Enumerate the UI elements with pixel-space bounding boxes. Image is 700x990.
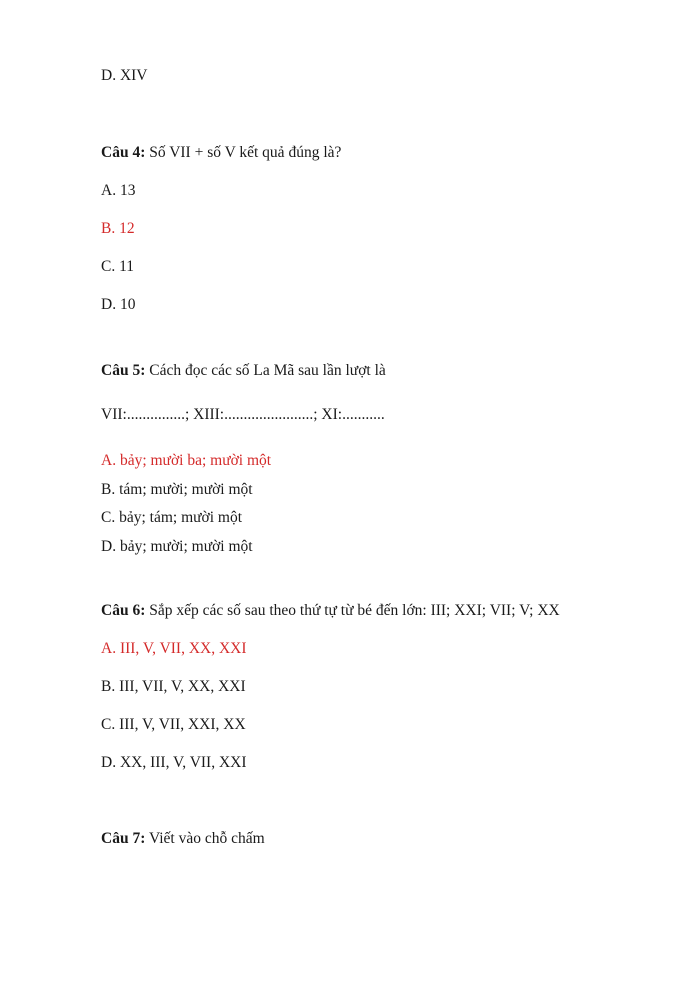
question-4 xyxy=(101,143,341,163)
q5-option-d: D. bảy; mười; mười một xyxy=(101,538,253,555)
question-4-text: Số VII + số V kết quả đúng là? xyxy=(145,144,342,161)
q5-option-c: C. bảy; tám; mười một xyxy=(101,509,243,526)
question-7 xyxy=(101,829,265,849)
q5-option-a-correct: A. bảy; mười ba; mười một xyxy=(101,452,272,469)
top-option-d: D. XIV xyxy=(101,67,148,84)
question-5 xyxy=(101,361,386,381)
q6-option-d: D. XX, III, V, VII, XXI xyxy=(101,754,247,771)
question-6-text: Sắp xếp các số sau theo thứ tự từ bé đến lớn: III; XXI; VII; V; XX xyxy=(145,602,560,619)
question-6 xyxy=(101,601,560,621)
question-7-text: Viết vào chỗ chấm xyxy=(145,830,265,847)
q6-option-a-correct: A. III, V, VII, XX, XXI xyxy=(101,640,247,657)
q4-option-d: D. 10 xyxy=(101,296,136,313)
q5-prompt: VII:...............; XIII:.......................; XI:........... xyxy=(101,406,385,423)
question-5-label: Câu 5: xyxy=(101,362,146,379)
question-5-text: Cách đọc các số La Mã sau lần lượt là xyxy=(145,362,386,379)
q6-option-c: C. III, V, VII, XXI, XX xyxy=(101,716,246,733)
question-4-label: Câu 4: xyxy=(101,144,146,161)
q5-option-b: B. tám; mười; mười một xyxy=(101,481,253,498)
question-7-label: Câu 7: xyxy=(101,830,146,847)
question-6-label: Câu 6: xyxy=(101,602,146,619)
q6-option-b: B. III, VII, V, XX, XXI xyxy=(101,678,246,695)
q4-option-a: A. 13 xyxy=(101,182,136,199)
q4-option-c: C. 11 xyxy=(101,258,135,275)
q4-option-b-correct: B. 12 xyxy=(101,220,135,237)
